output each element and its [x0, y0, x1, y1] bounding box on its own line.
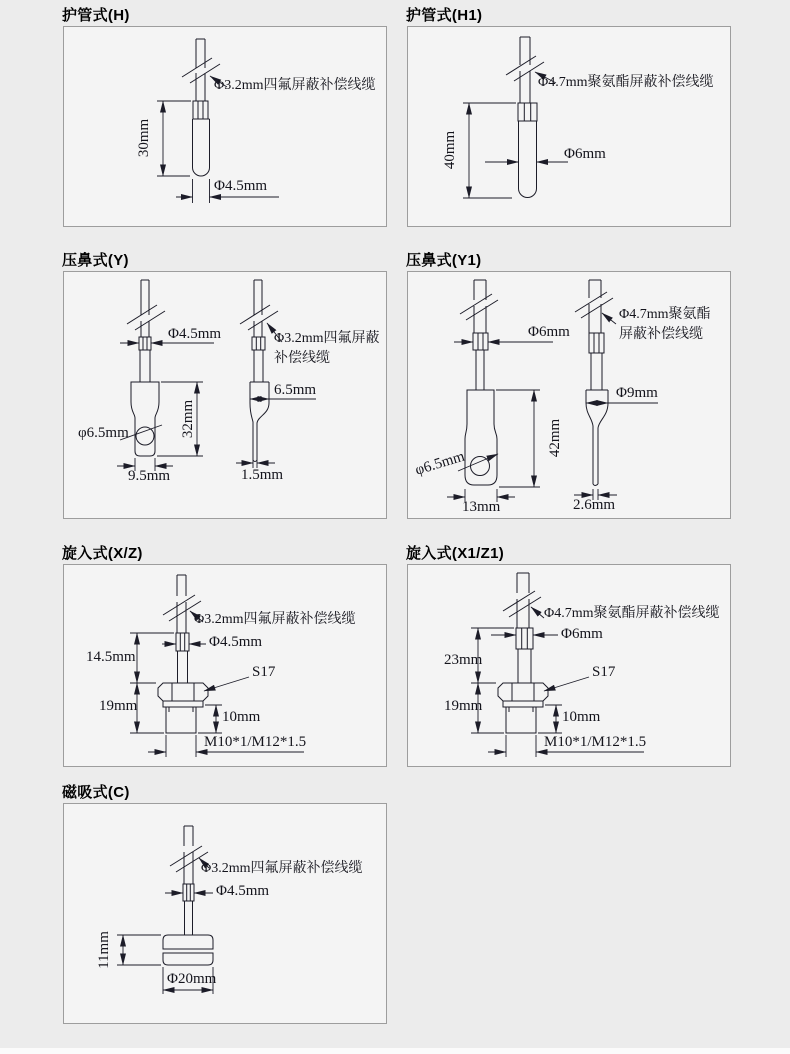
front-view-outline-y1: [460, 280, 498, 485]
panel-c: [63, 803, 387, 1024]
label-cable-spec: Φ3.2mm四氟屏蔽补偿线缆: [194, 612, 356, 627]
drawing-y: [64, 272, 386, 518]
label-thread-spec: M10*1/M12*1.5: [544, 734, 647, 750]
probe-outline-h: [182, 39, 220, 176]
side-view-outline-y1: [575, 280, 613, 486]
label-probe-length: 30mm: [136, 118, 152, 158]
label-top-diameter: Φ6mm: [528, 324, 570, 340]
label-lower-length: 19mm: [444, 698, 483, 714]
label-blade-thickness: 2.6mm: [573, 497, 616, 513]
probe-outline-xz: [158, 575, 208, 733]
panel-title-x1z1: 旋入式(X1/Z1): [406, 545, 505, 562]
label-upper-length: 23mm: [444, 652, 483, 668]
panel-y1: [407, 271, 731, 519]
label-side-width: Φ9mm: [616, 385, 658, 401]
drawing-c: [64, 804, 386, 1023]
label-lug-width: 9.5mm: [128, 468, 171, 484]
label-top-diameter: Φ4.5mm: [168, 326, 222, 342]
label-cable-spec: Φ4.7mm聚氨酯屏蔽补偿线缆: [538, 75, 714, 90]
panel-xz: [63, 564, 387, 767]
probe-outline-x1z1: [498, 573, 548, 733]
label-hole-diameter: φ6.5mm: [78, 425, 129, 441]
front-view-outline-y: [127, 280, 165, 456]
drawing-h: [64, 27, 386, 226]
label-thread-length: 10mm: [222, 709, 261, 725]
label-cable-spec: Φ4.7mm聚氨酯屏蔽补偿线缆: [544, 606, 720, 621]
panel-y: [63, 271, 387, 519]
label-cable-spec: Φ3.2mm四氟屏蔽补偿线缆: [214, 78, 376, 93]
panel-h: [63, 26, 387, 227]
label-hex-size: S17: [252, 664, 276, 680]
label-thread-spec: M10*1/M12*1.5: [204, 734, 307, 750]
panel-title-y1: 压鼻式(Y1): [406, 252, 482, 269]
panel-title-c: 磁吸式(C): [62, 784, 130, 801]
label-probe-diameter: Φ4.5mm: [216, 883, 270, 899]
label-cable-spec-line2: 屏蔽补偿线缆: [619, 327, 703, 342]
panel-x1z1: [407, 564, 731, 767]
label-side-width: 6.5mm: [274, 382, 317, 398]
label-cable-spec-line1: Φ4.7mm聚氨酯: [619, 307, 711, 322]
label-magnet-diameter: Φ20mm: [167, 971, 217, 987]
label-cable-spec: Φ3.2mm四氟屏蔽补偿线缆: [201, 861, 363, 876]
panel-title-h1: 护管式(H1): [406, 7, 483, 24]
label-cable-spec-line1: Φ3.2mm四氟屏蔽: [274, 331, 380, 346]
label-probe-diameter: Φ4.5mm: [214, 178, 268, 194]
panel-title-y: 压鼻式(Y): [62, 252, 129, 269]
probe-outline-c: [163, 826, 213, 965]
label-body-length: 42mm: [547, 418, 563, 458]
panel-title-xz: 旋入式(X/Z): [62, 545, 143, 562]
label-probe-diameter: Φ6mm: [564, 146, 606, 162]
side-view-outline-y: [240, 280, 278, 462]
panel-h1: [407, 26, 731, 227]
label-upper-length: 14.5mm: [86, 649, 136, 665]
label-probe-diameter: Φ6mm: [561, 626, 603, 642]
probe-outline-h1: [506, 37, 544, 198]
panel-title-h: 护管式(H): [62, 7, 130, 24]
label-hex-size: S17: [592, 664, 616, 680]
label-hole-diameter: φ6.5mm: [413, 448, 467, 479]
dimension-lines-h1: [463, 72, 568, 198]
page-bottom-strip: [0, 1048, 790, 1054]
label-magnet-height: 11mm: [96, 931, 112, 969]
label-probe-length: 40mm: [442, 130, 458, 170]
label-body-length: 32mm: [180, 399, 196, 439]
label-probe-diameter: Φ4.5mm: [209, 634, 263, 650]
label-cable-spec-line2: 补偿线缆: [274, 351, 330, 366]
label-blade-thickness: 1.5mm: [241, 467, 284, 483]
label-thread-length: 10mm: [562, 709, 601, 725]
label-lug-width: 13mm: [462, 499, 501, 515]
label-lower-length: 19mm: [99, 698, 138, 714]
drawing-h1: [408, 27, 730, 226]
